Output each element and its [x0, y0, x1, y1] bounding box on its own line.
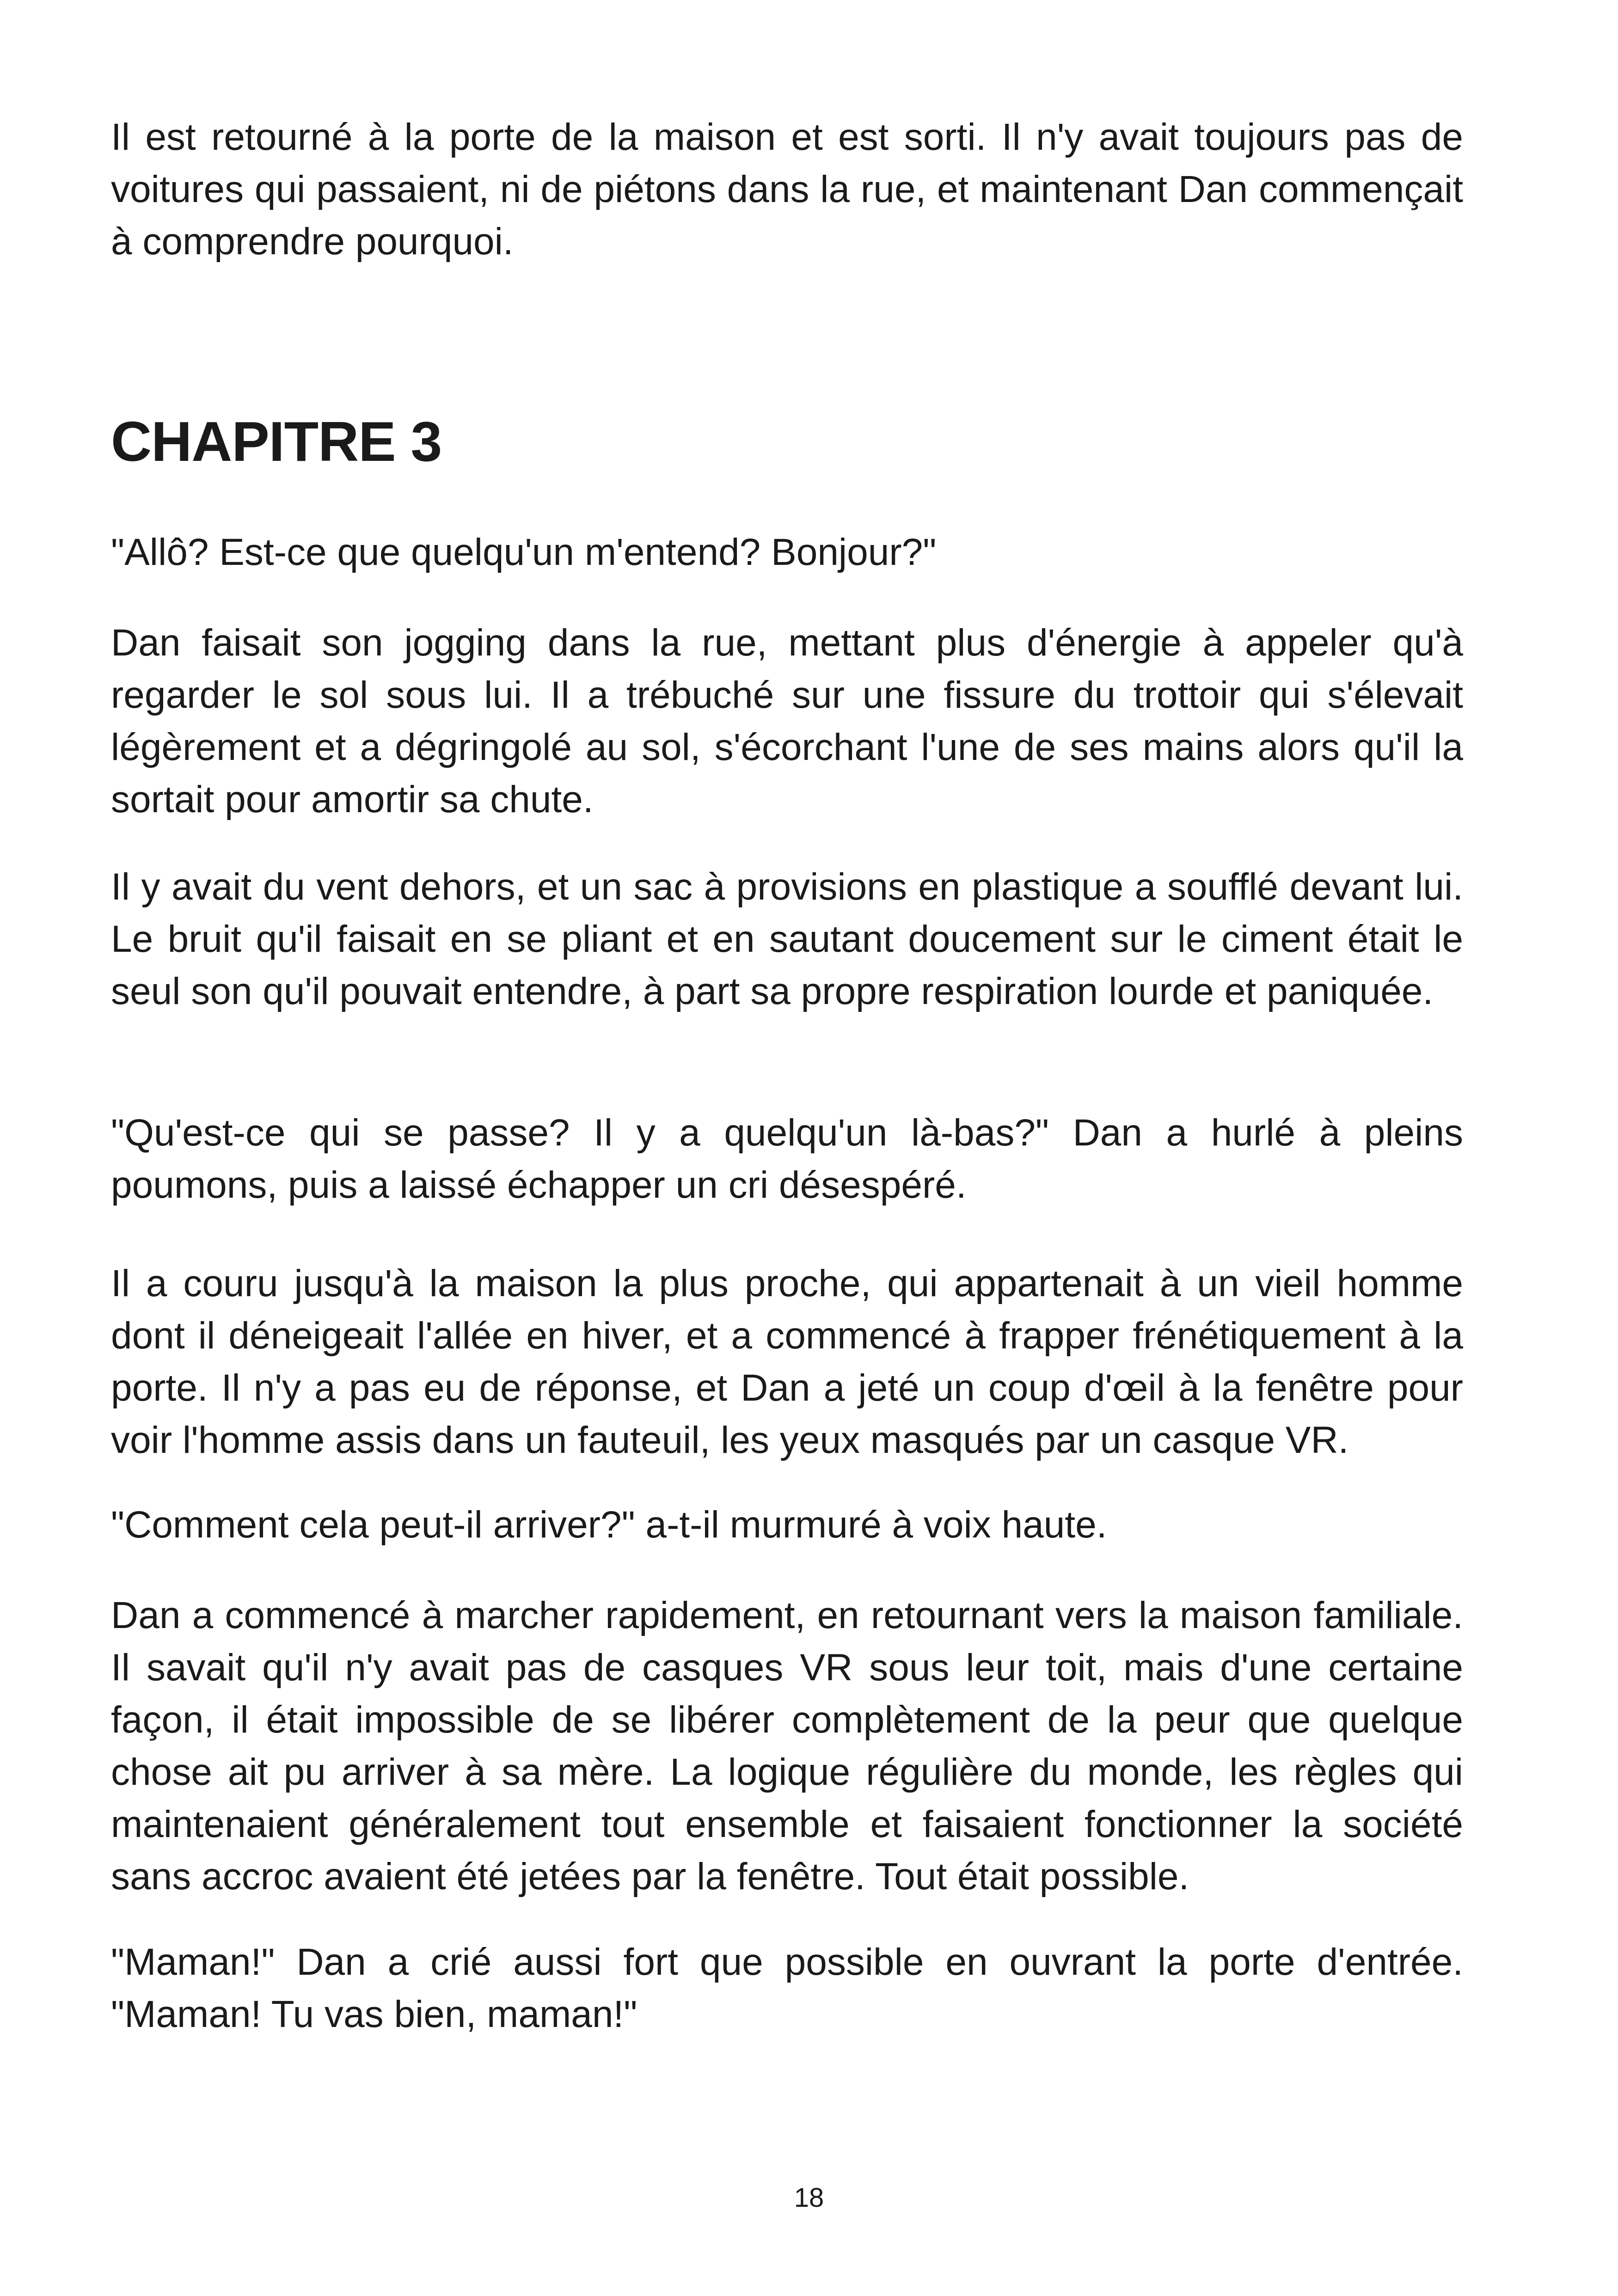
- chapter-paragraph-4: "Qu'est-ce qui se passe? Il y a quelqu'un là-bas?" Dan a hurlé à pleins poumons, puis a laissé échapper un cri désespéré.: [111, 1112, 1463, 1206]
- chapter-paragraph-5: Il a couru jusqu'à la maison la plus proche, qui appartenait à un vieil homme dont il déneigeait l'allée en hiver, et a commencé à frapper frénétiquement à la porte. Il n'y a pas eu de réponse, et Dan a jeté un coup d'œil à la fenêtre pour voir l'homme assis dans un fauteuil, les yeux masqués par un casque VR.: [111, 1262, 1463, 1461]
- chapter-paragraph-1: "Allô? Est-ce que quelqu'un m'entend? Bonjour?": [111, 531, 937, 573]
- page-number: 18: [794, 2183, 824, 2213]
- chapter-paragraph-6: "Comment cela peut-il arriver?" a-t-il murmuré à voix haute.: [111, 1504, 1107, 1546]
- chapter-paragraph-7: Dan a commencé à marcher rapidement, en retournant vers la maison familiale. Il savait qu'il n'y avait pas de casques VR sous leur toit, mais d'une certaine façon, il était impossible de se libérer complètement de la peur que quelque chose ait pu arriver à sa mère. La logique régulière du monde, les règles qui maintenaient généralement tout ensemble et faisaient fonctionner la société sans accroc avaient été jetées par la fenêtre. Tout était possible.: [111, 1594, 1463, 1898]
- opening-paragraph: Il est retourné à la porte de la maison et est sorti. Il n'y avait toujours pas de voitures qui passaient, ni de piétons dans la rue, et maintenant Dan commençait à comprendre pourquoi.: [111, 116, 1463, 263]
- chapter-paragraph-3: Il y avait du vent dehors, et un sac à provisions en plastique a soufflé devant lui. Le bruit qu'il faisait en se pliant et en sautant doucement sur le ciment était le seul son qu'il pouvait entendre, à part sa propre respiration lourde et paniquée.: [111, 866, 1463, 1012]
- chapter-title: CHAPITRE 3: [111, 410, 442, 473]
- chapter-paragraph-8: "Maman!" Dan a crié aussi fort que possible en ouvrant la porte d'entrée. "Maman! Tu vas bien, maman!": [111, 1941, 1463, 2035]
- chapter-paragraph-2: Dan faisait son jogging dans la rue, mettant plus d'énergie à appeler qu'à regarder le sol sous lui. Il a trébuché sur une fissure du trottoir qui s'élevait légèrement et a dégringolé au sol, s'écorchant l'une de ses mains alors qu'il la sortait pour amortir sa chute.: [111, 622, 1463, 820]
